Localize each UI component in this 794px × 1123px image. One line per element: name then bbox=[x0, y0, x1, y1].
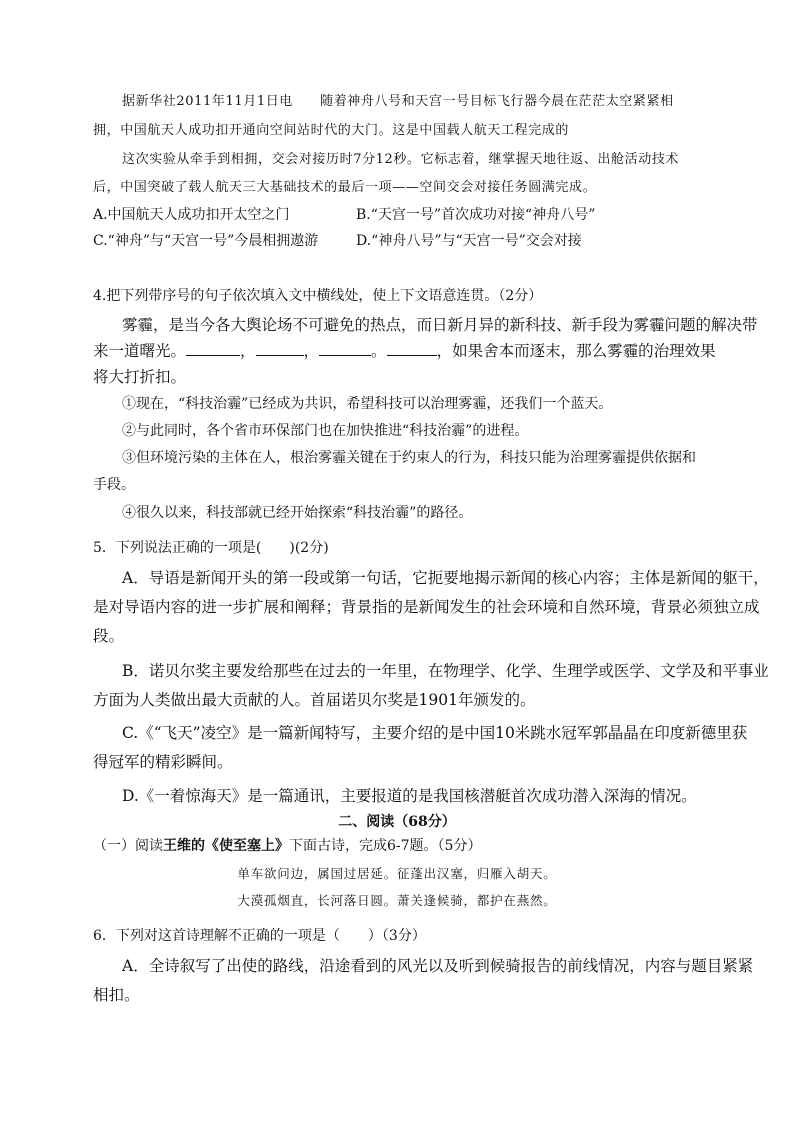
q4-passage-line1: 雾霾，是当今各大舆论场不可避免的热点，而日新月异的新科技、新手段为雾霾问题的解决带 bbox=[122, 316, 758, 334]
news-paragraph2-line1: 这次实验从牵手到相拥，交会对接历时7分12秒。它标志着，继掌握天地往返、出舱活动技术 bbox=[122, 152, 680, 167]
q5-option-b-line2: 方面为人类做出最大贡献的人。首届诺贝尔奖是1901年颁发的。 bbox=[93, 691, 536, 709]
q5-option-a-line2: 是对导语内容的进一步扩展和阐释；背景指的是新闻发生的社会环境和自然环境，背景必须独立成 bbox=[93, 598, 760, 616]
section-subheading bbox=[93, 836, 481, 856]
q4-passage-line3: 将大打折扣。 bbox=[93, 368, 187, 386]
news-paragraph1-line2: 拥，中国航天人成功扣开通向空间站时代的大门。这是中国载人航天工程完成的 bbox=[93, 123, 570, 138]
blank-separator: ， bbox=[240, 342, 256, 360]
q3-option-d: D.“神舟八号”与“天宫一号”交会对接 bbox=[356, 233, 582, 249]
news-paragraph1-line1: 据新华社2011年11月1日电 随着神舟八号和天宫一号目标飞行器今晨在茫茫太空紧紧相 bbox=[122, 94, 674, 109]
q5-option-c-line1: C.《“飞天”凌空》是一篇新闻特写，主要介绍的是中国10米跳水冠军郭晶晶在印度新德里获 bbox=[122, 724, 748, 742]
q4-sentence-1: ①现在，“科技治霾”已经成为共识，希望科技可以治理雾霾，还我们一个蓝天。 bbox=[122, 396, 613, 412]
q6-option-a-line1: A．全诗叙写了出使的路线，沿途看到的风光以及听到候骑报告的前线情况，内容与题目紧紧 bbox=[122, 957, 754, 975]
q4-passage-line2-end: ，如果舍本而逐末，那么雾霾的治理效果 bbox=[436, 342, 716, 360]
q4-sentence-3-line1: ③但环境污染的主体在人，根治雾霾关键在于约束人的行为，科技只能为治理雾霾提供依据和 bbox=[122, 450, 696, 466]
q5-option-d: D.《一着惊海天》是一篇通讯，主要报道的是我国核潜艇首次成功潜入深海的情况。 bbox=[122, 787, 697, 805]
q3-option-c: C.“神舟”与“天宫一号”今晨相拥遨游 bbox=[93, 233, 319, 249]
q5-stem: 5．下列说法正确的一项是( )(2分) bbox=[93, 540, 329, 556]
blank-separator: 。 bbox=[371, 342, 387, 360]
subheading-suffix: 下面古诗，完成6-7题。（5分） bbox=[289, 838, 482, 854]
q3-option-b: B.“天宫一号”首次成功对接“神舟八号” bbox=[356, 207, 596, 223]
subheading-prefix: （一）阅读 bbox=[93, 838, 163, 854]
blank-3[interactable] bbox=[319, 341, 371, 356]
q6-stem: 6．下列对这首诗理解不正确的一项是（ ）（3分） bbox=[93, 928, 426, 944]
q6-option-a-line2: 相扣。 bbox=[93, 986, 140, 1004]
poem-line-1: 单车欲问边，属国过居延。征蓬出汉塞，归雁入胡天。 bbox=[237, 866, 557, 881]
q4-passage-line2 bbox=[93, 341, 716, 361]
blank-1[interactable] bbox=[186, 341, 240, 356]
q5-option-a-line3: 段。 bbox=[93, 627, 125, 645]
q5-option-c-line2: 得冠军的精彩瞬间。 bbox=[93, 753, 233, 771]
news-paragraph2-line2: 后，中国突破了载人航天三大基础技术的最后一项——空间交会对接任务圆满完成。 bbox=[93, 180, 597, 195]
q4-sentence-4: ④很久以来，科技部就已经开始探索“科技治霾”的路径。 bbox=[122, 505, 473, 521]
blank-2[interactable] bbox=[256, 341, 304, 356]
q4-sentence-3-line2: 手段。 bbox=[93, 477, 135, 493]
section-title: 二、阅读（68分） bbox=[338, 814, 456, 830]
q4-sentence-2: ②与此同时，各个省市环保部门也在加快推进“科技治霾”的进程。 bbox=[122, 423, 529, 439]
subheading-poem-title: 王维的《使至塞上》 bbox=[163, 838, 289, 854]
q3-option-a: A.中国航天人成功扣开太空之门 bbox=[93, 207, 290, 223]
poem-line-2: 大漠孤烟直，长河落日圆。萧关逢候骑，都护在燕然。 bbox=[237, 893, 557, 908]
q5-option-b-line1: B．诺贝尔奖主要发给那些在过去的一年里，在物理学、化学、生理学或医学、文学及和平事业 bbox=[122, 662, 769, 680]
q4-stem: 4.把下列带序号的句子依次填入文中横线处，使上下文语意连贯。（2分） bbox=[93, 288, 543, 304]
blank-separator: ， bbox=[303, 342, 320, 360]
q5-option-a-line1: A．导语是新闻开头的第一段或第一句话，它扼要地揭示新闻的核心内容；主体是新闻的躯干， bbox=[122, 569, 769, 587]
q4-passage-line2-start: 来一道曙光。 bbox=[93, 342, 187, 360]
blank-4[interactable] bbox=[387, 341, 437, 356]
